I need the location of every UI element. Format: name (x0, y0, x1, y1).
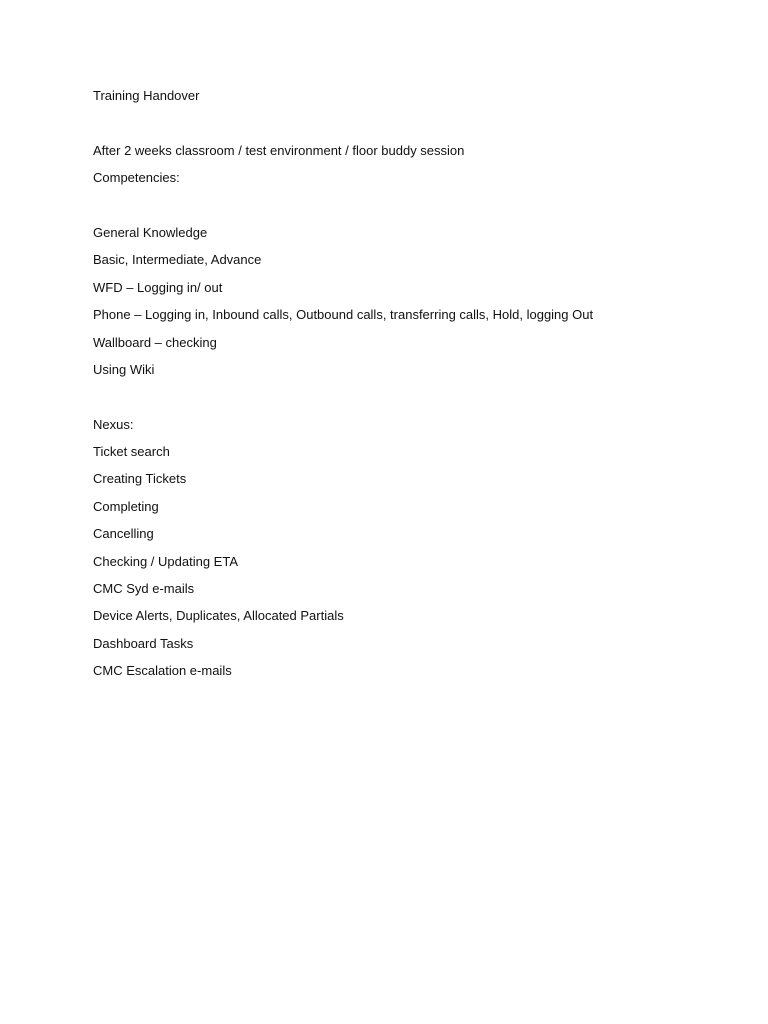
nexus-competencies-list (93, 442, 733, 680)
list-item: Basic, Intermediate, Advance (93, 252, 262, 268)
list-item: WFD – Logging in/ out (93, 279, 223, 295)
intro-text: After 2 weeks classroom / test environment / floor buddy session (93, 142, 465, 158)
list-item: Cancelling (93, 526, 154, 542)
list-item: General Knowledge (93, 224, 208, 240)
list-item: Wallboard – checking (93, 334, 217, 350)
competencies-heading: Competencies: (93, 170, 180, 186)
list-item: CMC Escalation e-mails (93, 663, 232, 679)
list-item: Creating Tickets (93, 471, 187, 487)
list-item: Completing (93, 498, 159, 514)
document-body (93, 86, 733, 689)
list-item: Using Wiki (93, 361, 155, 377)
blank-line (93, 196, 733, 223)
document-title: Training Handover (93, 88, 200, 103)
blank-line (93, 113, 733, 140)
list-item: CMC Syd e-mails (93, 581, 195, 597)
general-competencies-list (93, 223, 733, 379)
blank-line (93, 387, 733, 414)
list-item: Phone – Logging in, Inbound calls, Outbound calls, transferring calls, Hold, logging Out (93, 307, 594, 323)
nexus-heading: Nexus: (93, 416, 134, 432)
list-item: Dashboard Tasks (93, 635, 194, 651)
list-item: Checking / Updating ETA (93, 553, 238, 569)
list-item: Ticket search (93, 444, 170, 460)
list-item: Device Alerts, Duplicates, Allocated Partials (93, 608, 344, 624)
